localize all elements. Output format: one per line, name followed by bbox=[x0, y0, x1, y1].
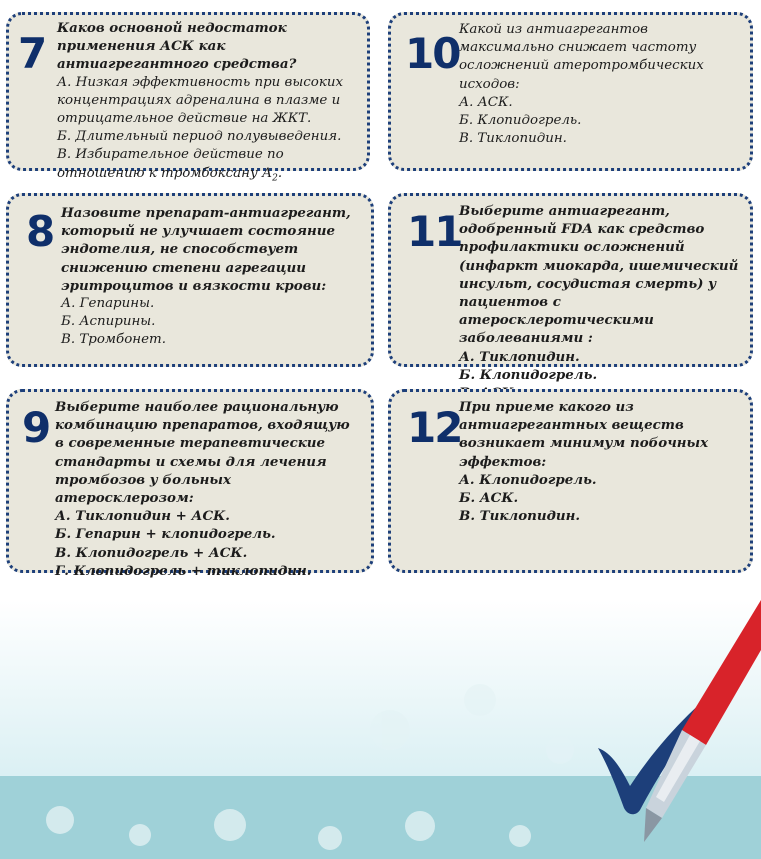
answer-option: Г. Клопидогрель + тиклопидин. bbox=[55, 562, 312, 579]
question-card-12 bbox=[388, 389, 753, 573]
question-card-11 bbox=[388, 193, 753, 383]
answer-option: В. Тромбонет. bbox=[61, 332, 166, 348]
question-number: 8 bbox=[26, 207, 54, 256]
question-text: Назовите препарат-антиагрегант, который не улучшает состояние эндотелия, не способствует снижению степени агрегации эритроцитов и вязкости крови: bbox=[61, 205, 351, 294]
answer-option: В. Клопидогрель + АСК. bbox=[55, 544, 248, 561]
answer-option: Б. Клопидогрель. bbox=[459, 366, 598, 383]
answer-option: А. Тиклопидин. bbox=[459, 348, 580, 365]
answer-option: Б. АСК. bbox=[459, 490, 519, 507]
question-number: 9 bbox=[22, 403, 50, 452]
answer-option: А. Гепарины. bbox=[61, 296, 155, 312]
answer-option: Б. Гепарин + клопидогрель. bbox=[55, 526, 276, 543]
answer-option: А. АСК. bbox=[459, 94, 513, 110]
decoration bbox=[0, 580, 761, 859]
question-number: 10 bbox=[405, 29, 460, 78]
answer-option: В. Тиклопидин. bbox=[459, 508, 581, 525]
answer-option: В. Избирательное действие по отношению к тромбоксану $А_2$. bbox=[57, 147, 284, 184]
question-text: Какой из антиагрегантов максимально снижает частоту осложнений атеротромбических исходов: bbox=[459, 22, 704, 92]
subscript: 2 bbox=[272, 173, 278, 184]
question-card-7 bbox=[6, 12, 370, 184]
answer-option: А. Тиклопидин + АСК. bbox=[55, 508, 230, 525]
question-number: 11 bbox=[407, 207, 462, 256]
question-number: 7 bbox=[18, 29, 46, 78]
answer-option: В. Тиклопидин. bbox=[459, 131, 567, 147]
answer-option: Б. Аспирины. bbox=[61, 314, 156, 330]
answer-option: А. Низкая эффективность при высоких концентрациях адреналина в плазме и отрицательное действие на ЖКТ. bbox=[57, 74, 343, 127]
answer-option: Б. Длительный период полувыведения. bbox=[57, 129, 342, 145]
answer-option: Б. Клопидогрель. bbox=[459, 113, 582, 129]
question-card-10 bbox=[388, 12, 753, 171]
answer-option: А. Клопидогрель. bbox=[459, 471, 597, 488]
question-text: Каков основной недостаток применения АСК как антиагрегантного средства? bbox=[57, 20, 297, 73]
background-pattern bbox=[46, 684, 574, 850]
question-card-9 bbox=[6, 389, 374, 579]
pen-icon bbox=[644, 600, 761, 842]
question-number: 12 bbox=[407, 403, 462, 452]
question-text: При приеме какого из антиагрегантных веществ возникает минимум побочных эффектов: bbox=[459, 399, 709, 470]
question-text: Выберите антиагрегант, одобренный FDA как средство профилактики осложнений (инфаркт миокарда, ишемический инсульт, сосудистая смерть) у пациентов с атеросклеротическими заболеваниями : bbox=[459, 203, 739, 347]
question-text: Выберите наиболее рациональную комбинацию препаратов, входящую в современные терапевтические стандарты и схемы для лечения тромбозов у больных атеросклерозом: bbox=[55, 399, 350, 507]
question-card-8 bbox=[6, 193, 374, 367]
